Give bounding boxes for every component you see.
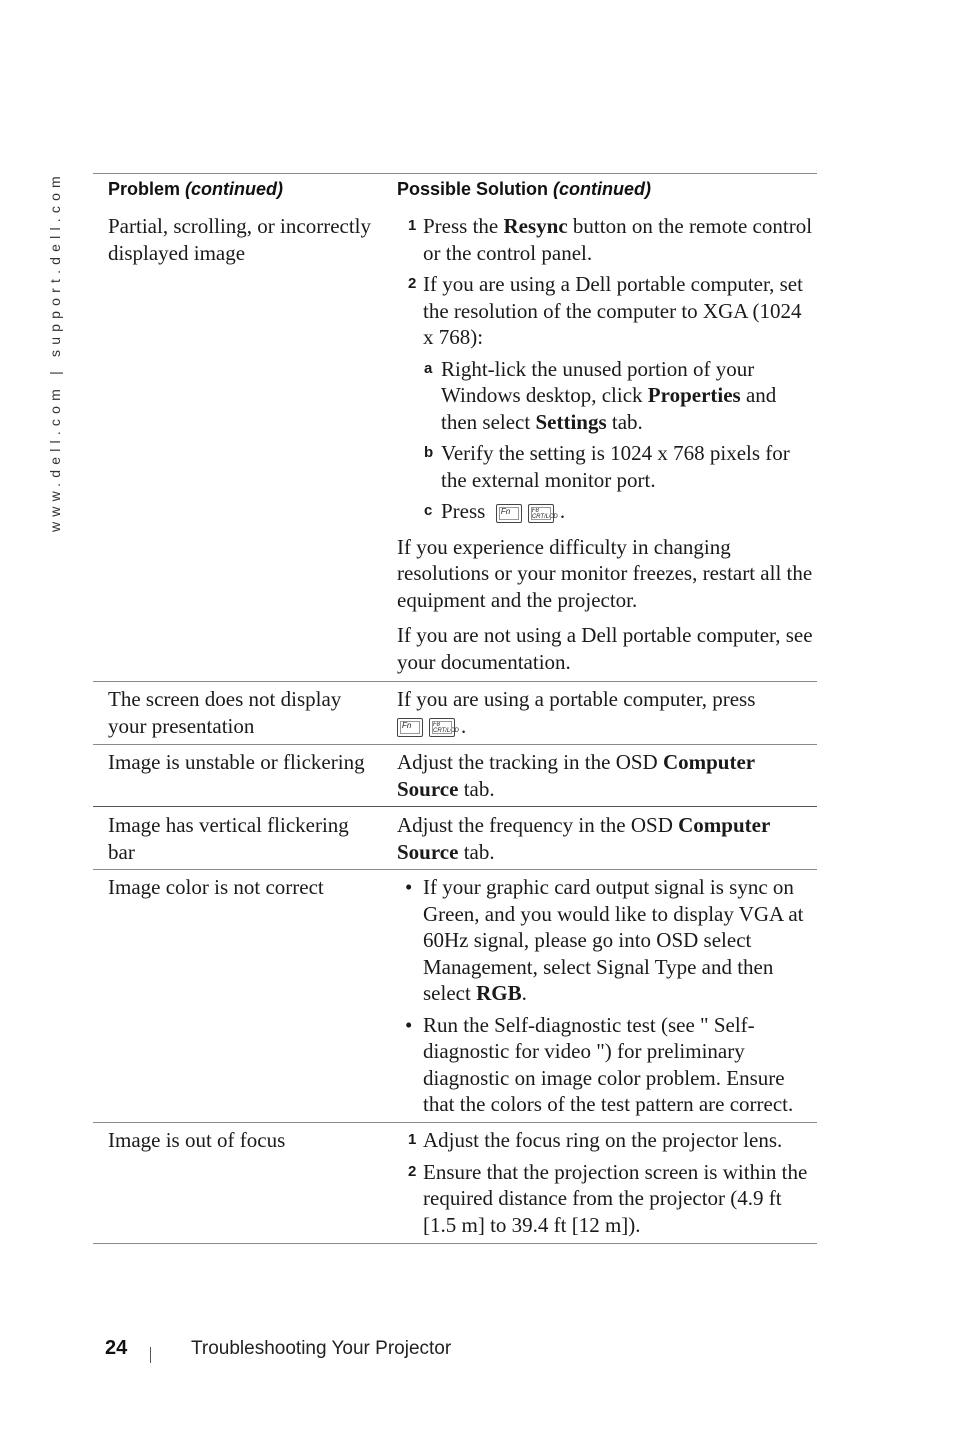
solution-step [397, 1159, 817, 1239]
solution-header-label: Possible Solution [397, 179, 549, 199]
substep-letter: a [424, 359, 433, 377]
row-divider [93, 869, 817, 870]
fn-key-label: Fn [402, 721, 412, 731]
table-bottom-rule [93, 1243, 817, 1244]
problem-cell: Partial, scrolling, or incorrectly displayed image [108, 214, 372, 265]
solution-substep [397, 498, 817, 525]
step-text: If you are using a Dell portable computer, set the resolution of the computer to XGA (1024 x 768): [423, 272, 803, 349]
row-divider [93, 1122, 817, 1123]
f8-key-label: F8 CRT/LCD [531, 507, 558, 520]
footer-separator [150, 1347, 151, 1363]
solution-text: If you are using a portable computer, press [397, 687, 756, 711]
section-title: Troubleshooting Your Projector [191, 1338, 452, 1359]
substep-text: Press [441, 499, 486, 523]
row-divider [93, 681, 817, 682]
solution-paragraph: If you experience difficulty in changing resolutions or your monitor freezes, restart all the equipment and the projector. [397, 534, 813, 612]
solution-text: Adjust the tracking in the OSD [397, 750, 663, 774]
step-number: 2 [408, 275, 417, 292]
problem-cell: Image is unstable or flickering [108, 750, 365, 774]
substep-letter: b [424, 444, 434, 461]
bullet-text: Run the Self-diagnostic test (see " Self-diagnostic for video ") for preliminary diagnostic on image color problem. Ensure that the colors of the test pattern are correct. [423, 1012, 794, 1116]
step-text: Ensure that the projection screen is within the required distance from the projector (4.9 ft [1.5 m] to 39.4 ft [12 m]). [423, 1159, 808, 1237]
solution-bullet [397, 874, 817, 1007]
problem-header-label: Problem [108, 179, 181, 199]
bullet-dot-icon: • [405, 1012, 413, 1037]
bullet-text: If your graphic card output signal is sync on Green, and you would like to display VGA at 60Hz signal, please go into OSD select Management, select Signal Type and then select [423, 875, 804, 1005]
resync-button-name: Resync [503, 214, 568, 238]
step-number: 1 [408, 1131, 417, 1148]
fn-key-icon [397, 718, 423, 737]
solution-cell [397, 213, 817, 675]
problem-cell: Image is out of focus [108, 1128, 286, 1152]
substep-text: tab. [606, 409, 643, 434]
solution-cell [397, 686, 817, 739]
solution-header-suffix: (continued) [553, 179, 652, 199]
problem-column-header [108, 177, 283, 201]
problem-header-suffix: (continued) [185, 179, 284, 199]
solution-column-header [397, 177, 651, 201]
step-text: Press the [423, 214, 504, 238]
solution-bullet [397, 1012, 817, 1118]
solution-step [397, 271, 817, 351]
solution-end: . [461, 713, 467, 738]
solution-text: tab. [458, 839, 495, 864]
problem-cell: Image has vertical flickering bar [108, 813, 349, 864]
row-divider [93, 744, 817, 745]
substep-text: Right-lick the unused portion of your Windows desktop, click [441, 356, 755, 407]
row-divider [93, 806, 817, 807]
solution-cell [397, 812, 807, 865]
substep-text: and then select [441, 383, 777, 434]
substep-text: Verify the setting is 1024 x 768 pixels for the external monitor port. [441, 441, 790, 492]
substep-end: . [559, 499, 566, 523]
solution-text: Adjust the frequency in the OSD [397, 813, 679, 837]
bullet-text: . [521, 981, 527, 1005]
solution-substep [397, 356, 817, 436]
problem-cell: Image color is not correct [108, 875, 324, 899]
computer-source-label: Computer Source [397, 813, 770, 864]
table-top-rule [93, 173, 817, 174]
solution-step [397, 213, 817, 266]
step-number: 1 [408, 217, 417, 234]
settings-label: Settings [535, 409, 607, 434]
solution-cell [397, 749, 807, 802]
solution-cell [397, 874, 817, 1123]
page-number: 24 [105, 1337, 128, 1359]
computer-source-label: Computer Source [397, 750, 755, 801]
solution-text: tab. [458, 776, 495, 801]
f8-key-icon [528, 504, 558, 523]
bullet-dot-icon: • [405, 875, 413, 899]
step-number: 2 [408, 1162, 417, 1180]
solution-paragraph: If you are not using a Dell portable computer, see your documentation. [397, 623, 813, 674]
rgb-label: RGB [476, 981, 522, 1005]
problem-cell: The screen does not display your presentation [108, 687, 342, 738]
step-text: Adjust the focus ring on the projector lens. [423, 1128, 783, 1152]
side-url: www.dell.com | support.dell.com [47, 171, 63, 532]
properties-label: Properties [647, 383, 741, 407]
f8-key-label: F8 CRT/LCD [433, 722, 459, 735]
solution-cell [397, 1127, 817, 1243]
fn-key-icon [496, 504, 522, 523]
substep-letter: c [424, 502, 433, 519]
step-text: button on the remote control or the control panel. [423, 214, 813, 265]
fn-key-label: Fn [500, 506, 511, 516]
f8-key-icon [429, 718, 459, 737]
solution-substep [397, 440, 817, 493]
solution-step [397, 1127, 817, 1154]
